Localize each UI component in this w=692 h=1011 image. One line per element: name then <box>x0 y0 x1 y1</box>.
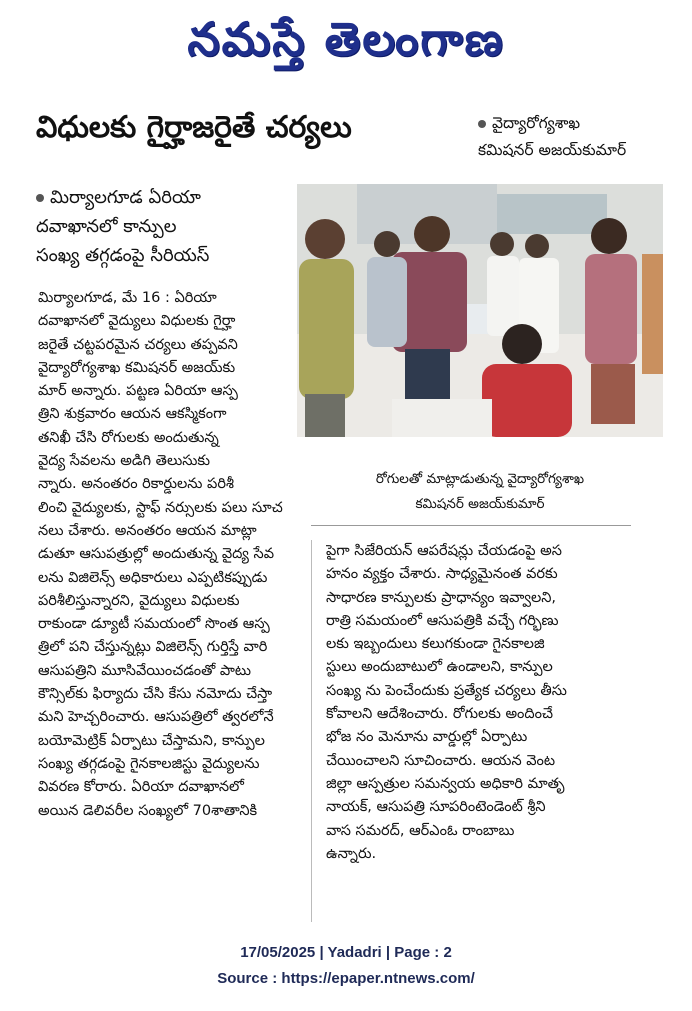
article-line: పరిశీలిస్తున్నారని, వైద్యులు విధులకు <box>38 592 240 609</box>
footer-source: Source : https://epaper.ntnews.com/ <box>217 970 475 987</box>
article-line: దవాఖానలో వైద్యులు విధులకు గైర్హా <box>38 313 236 330</box>
article-line: త్రిని శుక్రవారం ఆయన ఆకస్మికంగా <box>38 406 227 423</box>
article-line: లను విజిలెన్స్ అధికారులు ఎప్పటికప్పుడు <box>38 569 268 586</box>
footer-date-edition: 17/05/2025 | Yadadri | Page : 2 <box>240 944 452 961</box>
masthead: నమస్తే తెలంగాణ <box>187 12 505 66</box>
caption-divider <box>311 525 631 526</box>
bullet-icon <box>36 194 44 202</box>
article-line: వివరణ కోరారు. ఏరియా దవాఖానలో <box>38 779 244 796</box>
article-line: ఆసుపత్రిని మూసివేయించడంతో పాటు <box>38 662 252 679</box>
subheadline-left-line: దవాఖానలో కాన్పుల <box>36 216 177 237</box>
article-line: కౌన్సిల్‌కు ఫిర్యాదు చేసి కేసు నమోదు చేస్తా <box>38 686 273 703</box>
news-photo-illustration <box>297 184 663 437</box>
article-line: ఉన్నారు. <box>326 845 377 862</box>
subheadline-left <box>36 183 292 270</box>
article-line: కోవాలని ఆదేశించారు. రోగులకు అందించే <box>326 706 554 723</box>
article-line: డుతూ ఆసుపత్రుల్లో అందుతున్న వైద్య సేవ <box>38 546 275 563</box>
subheadline-right <box>478 110 626 164</box>
article-line: అయిన డెలివరీల సంఖ్యలో 70శాతానికి <box>38 802 258 819</box>
article-line: చేయించాలని సూచించారు. ఆయన వెంట <box>326 752 556 769</box>
photo-caption-line: కమిషనర్ అజయ్‌కుమార్ <box>415 496 545 512</box>
article-line: రాకుండా డ్యూటీ సమయంలో సొంత ఆస్ప <box>38 616 270 633</box>
article-line: నలు చేశారు. అనంతరం ఆయన మాట్లా <box>38 522 257 539</box>
article-line: స్టులు అందుబాటులో ఉండాలని, కాన్పుల <box>326 659 553 676</box>
article-line: జరైతే చట్టపరమైన చర్యలు తప్పవని <box>38 336 238 353</box>
article-line: లించి వైద్యులకు, స్టాఫ్ నర్సులకు పలు సూచ <box>38 499 283 516</box>
article-line: భోజ నం మెనూను వార్డుల్లో ఏర్పాటు <box>326 729 528 746</box>
subheadline-left-line <box>36 183 292 212</box>
article-column-2 <box>326 540 632 866</box>
column-divider <box>311 540 312 922</box>
article-line: జిల్లా ఆస్పత్రుల సమన్వయ అధికారి మాతృ <box>326 775 565 792</box>
headline: విధులకు గైర్హాజరైతే చర్యలు <box>36 110 352 145</box>
subheadline-left-text: మిర్యాలగూడ ఏరియా <box>50 187 201 208</box>
article-line: బయోమెట్రిక్ ఏర్పాటు చేస్తామని, కాన్పుల <box>38 732 265 749</box>
article-line: నాయక్, ఆసుపత్రి సూపరింటెండెంట్ శ్రీని <box>326 799 546 816</box>
article-line: లకు ఇబ్బందులు కలుగకుండా గైనకాలజి <box>326 636 545 653</box>
article-line: హనం వ్యక్తం చేశారు. సాధ్యమైనంత వరకు <box>326 566 558 583</box>
subheadline-right-line <box>478 110 626 137</box>
article-line: వాస సమరద్, ఆర్ఎంఓ రాంబాబు <box>326 822 515 839</box>
article-line: సంఖ్య తగ్గడంపై గైనకాలజిస్టు వైద్యులను <box>38 755 260 772</box>
article-column-1 <box>38 287 294 823</box>
subheadline-left-line: సంఖ్య తగ్గడంపై సీరియస్ <box>36 245 210 266</box>
article-line: పైగా సిజేరియన్ ఆపరేషన్లు చేయడంపై అస <box>326 543 562 559</box>
article-line: త్రిలో పని చేస్తున్నట్లు విజిలెన్స్ గుర్తిస్తే వారి <box>38 639 268 656</box>
article-line: సంఖ్య ను పెంచేందుకు ప్రత్యేక చర్యలు తీసు <box>326 682 567 699</box>
article-line: మని హెచ్చరించారు. ఆసుపత్రిలో త్వరలోనే <box>38 709 274 726</box>
article-line: సాధారణ కాన్పులకు ప్రాధాన్యం ఇవ్వాలని, <box>326 589 557 606</box>
article-line: న్నారు. అనంతరం రికార్డులను పరిశీ <box>38 476 234 493</box>
subheadline-right-text: వైద్యారోగ్యశాఖ <box>492 114 581 132</box>
photo-caption-line: రోగులతో మాట్లాడుతున్న వైద్యారోగ్యశాఖ <box>375 471 585 487</box>
article-line: వైద్య సేవలను అడిగి తెలుసుకు <box>38 453 211 470</box>
article-line: రాత్రి సమయంలో ఆసుపత్రికి వచ్చే గర్భిణు <box>326 612 559 629</box>
article-line: మిర్యాలగూడ, మే 16 : ఏరియా <box>38 290 217 306</box>
news-photo <box>297 184 663 437</box>
subheadline-right-line: కమిషనర్ అజయ్‌కుమార్ <box>478 141 627 159</box>
article-line: మార్ అన్నారు. పట్టణ ఏరియా ఆస్ప <box>38 383 238 400</box>
photo-caption <box>297 467 663 517</box>
article-line: తనిఖీ చేసి రోగులకు అందుతున్న <box>38 429 219 446</box>
article-line: వైద్యారోగ్యశాఖ కమిషనర్ అజయ్‌కు <box>38 359 236 376</box>
bullet-icon <box>478 120 486 128</box>
